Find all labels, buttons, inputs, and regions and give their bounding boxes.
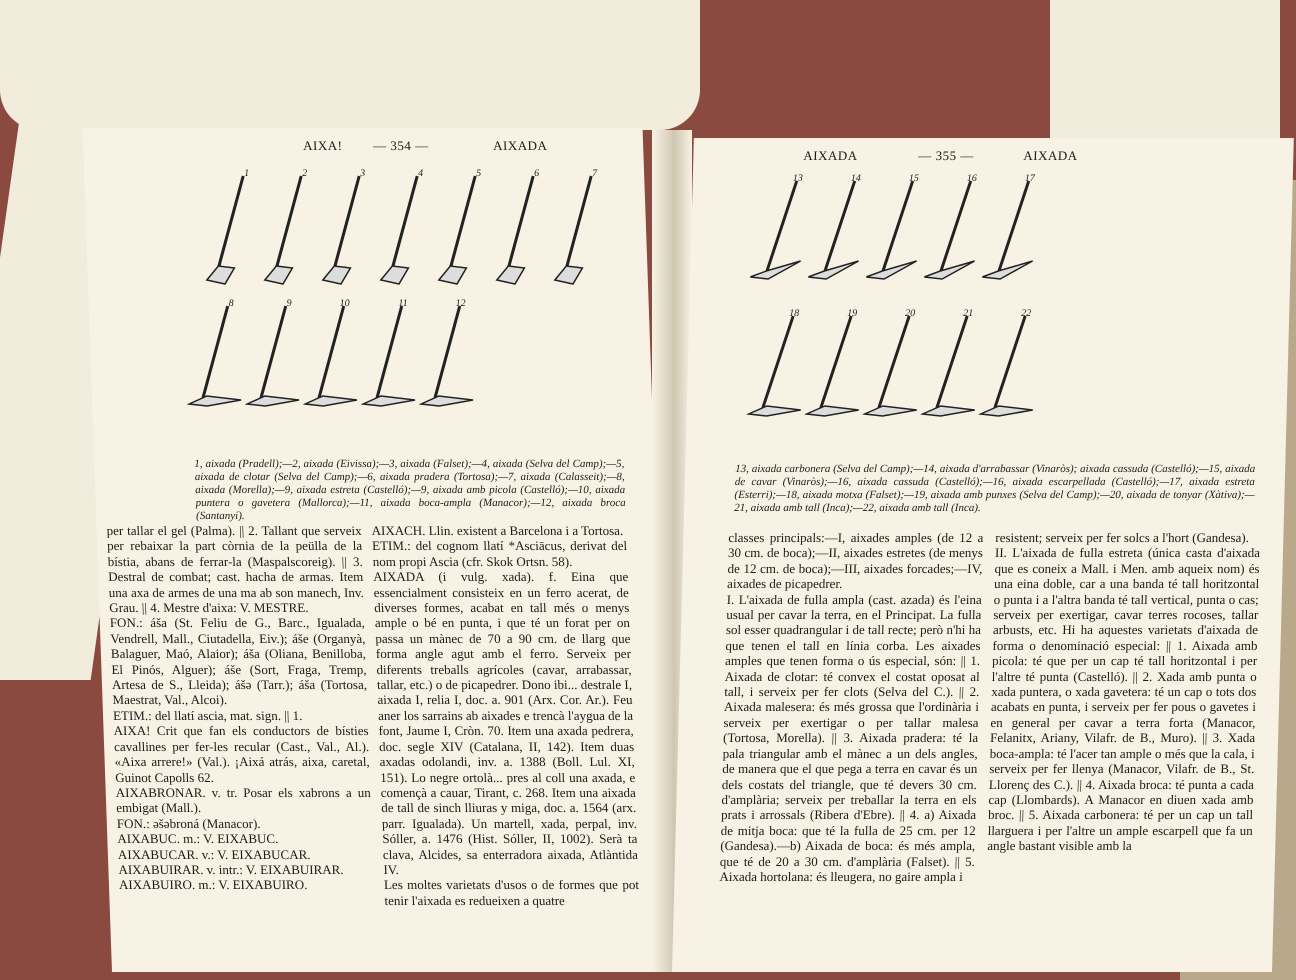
- figure-number: 20: [905, 308, 916, 319]
- hoe-illustration: [920, 308, 981, 433]
- figure-number: 13: [792, 173, 803, 184]
- dictionary-paragraph: resistent; serveix per fer solcs a l'hort (Gandesa).: [995, 530, 1250, 545]
- right-column-2: [987, 530, 1260, 854]
- hoe-illustration: [431, 168, 493, 293]
- dictionary-paragraph: AIXABUIRO. m.: V. EIXABUIRO.: [118, 877, 308, 893]
- dictionary-paragraph: AIXA! Crit que fan els conductors de bísties cavallines per fer-les recular (Cast., Val., Al.). «Aixa arrere!» (Val.). ¡Aixá atrás, aixa, caretal, Guinot Capolls 62.: [113, 723, 370, 785]
- hoe-illustration: [804, 308, 865, 433]
- left-column-2: [371, 523, 639, 908]
- right-header-guideword-right: AIXADA: [1023, 148, 1078, 163]
- dictionary-paragraph: FON.: əšəbroná (Manacor).: [116, 815, 261, 831]
- dictionary-paragraph: classes principals:—I, aixades amples (de 12 a 30 cm. de boca);—II, aixades estretes (de menys de 12 cm. de boca);—III, aixades forcades;—IV, aixades de picapedrer.: [726, 530, 984, 592]
- background-book-top-center: [0, 0, 700, 130]
- figure-number: 4: [417, 168, 424, 179]
- dictionary-paragraph: AIXABUC. m.: V. EIXABUC.: [117, 831, 279, 847]
- figure-number: 2: [301, 168, 308, 179]
- figure-row-1: [199, 168, 609, 293]
- left-page: [83, 128, 672, 972]
- dictionary-paragraph: AIXADA (i vulg. xada). f. Eina que essencialment consisteix en un ferro acerat, de diverses formes, acabat en tall més o menys ample o bé en punta, i que té un forat per on passa un mànec de 70 a 90 cm. de llarg que forma angle agut amb el ferro. Serveix per diferents treballs agrícoles (cavar, arrabassar, tallar, etc.) o de picapedrer. Dono ibi... destrale I, aixada I, relia I, doc. a. 901 (Arx. Cor. Ar.). Feu aner los sarrains ab aixades e trencà l'aygua de la font, Jaume I, Cròn. 70. Item una axada pedrera, doc. segle XIV (Catalana, II, 142). Item duas axadas odolandi, inv. a. 1388 (Boll. Lul. XI, 151). Lo negre ortolà... pres al coll una axada, e començà a cauar, Tirant, c. 268. Item una aixada de tall de sinch lliuras y miga, doc. a. 1564 (arx. parr. Igualada). Un martell, xada, perpal, inv. Sóller, a. 1476 (Hist. Sóller, II, 1002). Serà ta clava, Alcides, sa enterradora aixada, Atlàntida IV.: [372, 569, 639, 877]
- figure-number: 8: [228, 298, 234, 309]
- figure-number: 17: [1024, 173, 1035, 184]
- left-figure-caption: 1, aixada (Pradell);—2, aixada (Eivissa);—3, aixada (Falset);—4, aixada (Selva del Camp);—5, aixada de clotar (Selva del Camp);—6, aixada pradera (Tortosa);—7, aixada (Calasseit);—8, aixada (Morella);—9, aixada estreta (Castelló);—9, aixada amb picola (Castelló);—10, aixada puntera o gavetera (Mallorca);—11, aixada boca-ampla (Manacor);—12, aixada broca (Santanyí).: [194, 458, 626, 522]
- hoe-illustration: [199, 168, 261, 293]
- figure-number: 22: [1021, 308, 1032, 319]
- figure-number: 7: [591, 168, 598, 179]
- figure-row-4: [746, 308, 1039, 433]
- figure-number: 1: [243, 168, 250, 179]
- figure-number: 21: [963, 308, 974, 319]
- figure-number: 9: [286, 298, 292, 309]
- right-page: [672, 138, 1294, 972]
- left-header-page-number: — 354 —: [372, 138, 429, 153]
- figure-number: 16: [966, 173, 977, 184]
- hoe-illustration: [982, 173, 1043, 298]
- hoe-illustration: [750, 173, 811, 298]
- dictionary-paragraph: II. L'aixada de fulla estreta (única casta d'aixada que es coneix a Mall. i Men. amb aqueix nom) és una eina doble, car a una banda té tall horitzontal o punta i a l'altra banda té tall vertical, punta o cas; serveix per exertigar, cavar terres rocoses, tallar arbusts, etc. Hi ha aquestes varietats d'aixada de forma o denominació especial: || 1. Aixada amb picola: té que per un cap té tall horitzontal i per l'altre té punta (Castelló). || 2. Xada amb punta o xada puntera, o xada gavetera: té un cap o tots dos acabats en punta, i serveix per fer pous o gavetes i en general per cavar a terra forta (Manacor, Felanitx, Ariany, Vilafr. de B., Muro). || 3. Xada boca-ampla: té l'acer tan ample o més que la cala, i serveix per fer llenya (Manacor, Vilafr. de B., St. Llorenç des C.). || 4. Aixada broca: té punta a cada cap (Llombards). A Manacor en diuen xada amb broc. || 5. Aixada carbonera: té per un cap un tall llarguera i per l'altre un ample escarpell que fa un angle bastant visible amb la: [987, 545, 1261, 854]
- hoe-illustration: [862, 308, 923, 433]
- dictionary-paragraph: I. L'aixada de fulla ampla (cast. azada) és l'eina usual per cavar la terra, en el Principat. La fulla sol esser quadrangular i de tall recte; però n'hi ha que tenen el tall en línia corba. Les aixades amples que tenen forma o ús especial, són: || 1. Aixada de clotar: té convex el costat oposat al tall, i serveix per fer clots (Selva del C.). || 2. Aixada malesera: és més grossa que l'ordinària i serveix per exertigar o per tallar malesa (Tortosa, Morella). || 3. Aixada pradera: té la pala triangular amb el mànec a un dels angles, de manera que el que pega a terra en cavar és un dels costats del triangle, que té devers 30 cm. d'amplària; serveix per treballar la terra en els prats i arrossals (Ribera d'Ebre). || 4. a) Aixada de mitja boca: que té la fulla de 25 cm. per 12 (Gandesa).—b) Aixada de boca: és més ampla, que té de 20 a 30 cm. d'amplària (Falset). || 5. Aixada hortolana: és lleugera, no gaire ampla i: [719, 591, 982, 884]
- figure-number: 19: [847, 308, 858, 319]
- figure-number: 12: [455, 298, 466, 309]
- hoe-illustration: [978, 308, 1039, 433]
- figure-row-2: [183, 298, 477, 423]
- hoe-illustration: [241, 298, 303, 423]
- hoe-illustration: [866, 173, 927, 298]
- right-figure-caption: 13, aixada carbonera (Selva del Camp);—14, aixada d'arrabassar (Vinaròs); aixada cassuda (Castelló);—15, aixada de cavar (Vinaròs);—16, aixada cassuda (Castelló);—16, aixada escarpellada (Castelló);—17, aixada estreta (Esterri);—18, aixada motxa (Falset);—19, aixada amb punxes (Selva del Camp);—20, aixada de tonyar (Xàtiva);—21, aixada amb tall (Inca);—22, aixada amb tall (Inca).: [733, 463, 1256, 514]
- dictionary-paragraph: AIXACH. Llin. existent a Barcelona i a Tortosa.: [371, 523, 624, 538]
- figure-number: 14: [850, 173, 861, 184]
- dictionary-paragraph: FON.: áša (St. Feliu de G., Barc., Igualada, Vendrell, Mall., Ciutadella, Eiv.); áše (Organyà, Balaguer, Maó, Alaior); áša (Oliana, Benilloba, El Pinós, Alguer); áše (Sort, Fraga, Tremp, Artesa de S., Lleida); ášə (Tarr.); áša (Tortosa, Maestrat, Val., Alcoi).: [109, 615, 368, 708]
- hoe-illustration: [415, 298, 477, 423]
- hoe-illustration: [183, 298, 245, 423]
- figure-number: 15: [908, 173, 919, 184]
- hoe-illustration: [357, 298, 419, 423]
- hoe-illustration: [746, 308, 807, 433]
- figure-number: 10: [339, 298, 350, 309]
- dictionary-paragraph: AIXABUCAR. v.: V. EIXABUCAR.: [117, 846, 311, 862]
- hoe-illustration: [373, 168, 435, 293]
- right-header-guideword-left: AIXADA: [803, 148, 858, 163]
- hoe-illustration: [924, 173, 985, 298]
- left-header-guideword-left: AIXA!: [302, 138, 343, 153]
- right-column-1: [719, 530, 983, 884]
- hoe-illustration: [299, 298, 361, 423]
- left-column-1: [106, 523, 374, 893]
- right-header-page-number: — 355 —: [918, 148, 975, 163]
- hoe-illustration: [315, 168, 377, 293]
- dictionary-paragraph: ETIM.: del cognom llatí *Asciācus, derivat del nom propi Ascia (cfr. Skok Ortsn. 58).: [371, 538, 628, 569]
- figure-number: 6: [533, 168, 540, 179]
- dictionary-paragraph: AIXABRONAR. v. tr. Posar els xabrons a un embigat (Mall.).: [115, 784, 371, 816]
- hoe-illustration: [489, 168, 551, 293]
- dictionary-paragraph: AIXABUIRAR. v. intr.: V. EIXABUIRAR.: [118, 861, 344, 877]
- figure-row-3: [750, 173, 1043, 298]
- left-header-guideword-right: AIXADA: [492, 138, 548, 153]
- figure-number: 5: [475, 168, 482, 179]
- dictionary-paragraph: per tallar el gel (Palma). || 2. Tallant que serveix per rebaixar la part còrnia de la peülla de la bístia, abans de ferrar-la (Maspalscoreig). || 3. Destral de combat; cast. hacha de armas. Item una axa de armes de una ma ab son manech, Inv. Grau. || 4. Mestre d'aixa: V. MESTRE.: [106, 523, 364, 616]
- figure-number: 3: [359, 168, 366, 179]
- hoe-illustration: [257, 168, 319, 293]
- hoe-illustration: [547, 168, 609, 293]
- dictionary-paragraph: Les moltes varietats d'usos o de formes que pot tenir l'aixada es redueixen a quatre: [383, 877, 640, 908]
- figure-number: 18: [789, 308, 800, 319]
- figure-number: 11: [398, 298, 408, 309]
- hoe-illustration: [808, 173, 869, 298]
- dictionary-paragraph: ETIM.: del llatí ascia, mat. sign. || 1.: [112, 707, 303, 723]
